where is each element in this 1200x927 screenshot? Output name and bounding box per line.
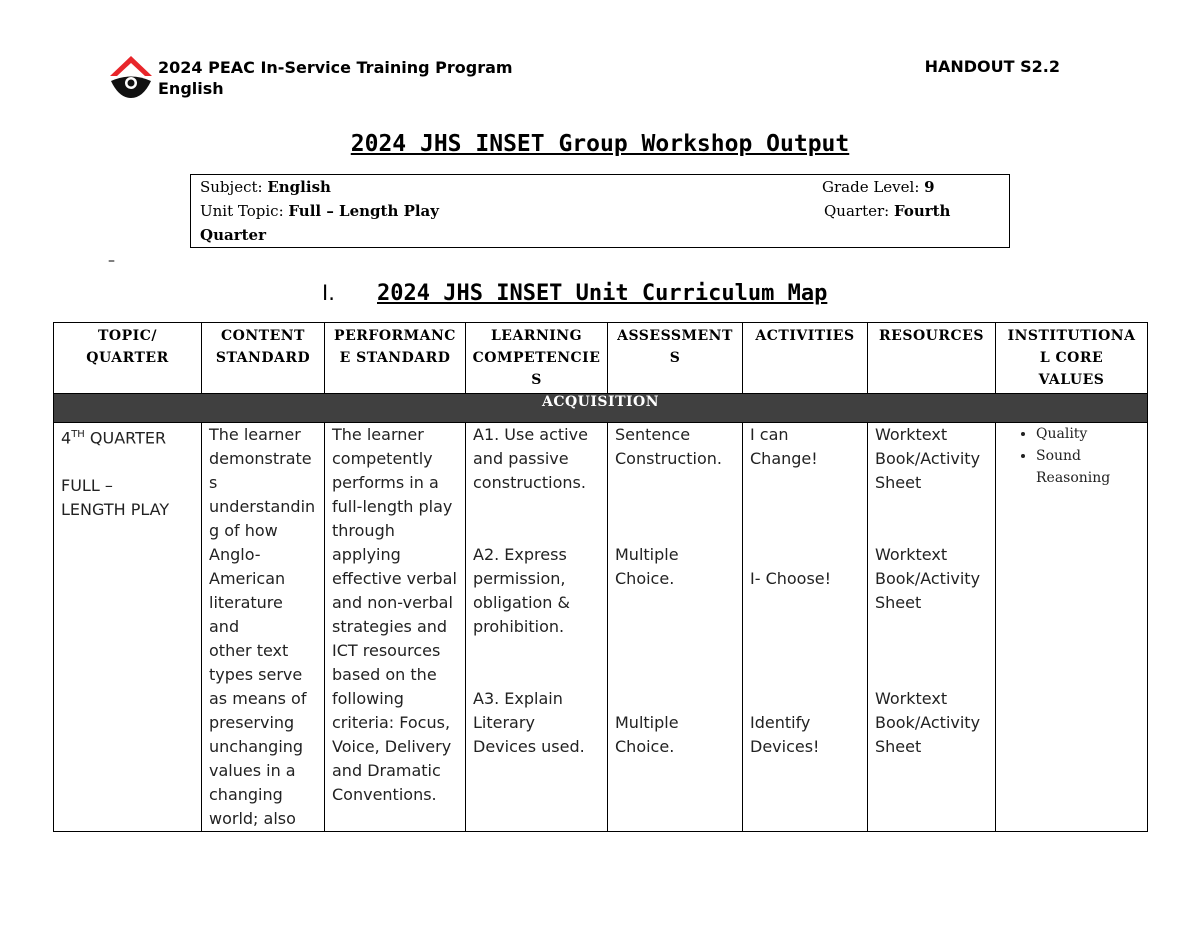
col-learning-competencies: LEARNING COMPETENCIE S [466, 323, 608, 394]
acquisition-row [54, 394, 1148, 423]
unit-line: Unit Topic: Full – Length Play [200, 202, 439, 220]
page-title: 2024 JHS INSET Group Workshop Output [350, 131, 850, 157]
col-topic: TOPIC/ QUARTER [54, 323, 202, 394]
core-values-list [996, 423, 1147, 489]
table-row [54, 423, 1148, 832]
info-box [190, 174, 1010, 248]
peac-logo [108, 54, 154, 100]
quarter-line: Quarter: Fourth [824, 202, 951, 220]
col-activities: ACTIVITIES [743, 323, 868, 394]
assessments-cell: Sentence Construction. Multiple Choice. Multiple Choice. [608, 423, 743, 832]
grade-line: Grade Level: 9 [822, 178, 935, 196]
performance-standard-cell: The learner competently performs in a full-length play through applying effective verbal and non-verbal strategies and ICT resources based on the following criteria: Focus, Voice, Delivery and Dramatic Conventions. [325, 423, 466, 832]
col-content-standard: CONTENT STANDARD [202, 323, 325, 394]
stray-dash: – [108, 253, 115, 269]
section-heading [322, 281, 827, 306]
unit-value: Full – Length Play [288, 202, 439, 220]
activities-cell: I can Change! I- Choose! Identify Devices! [743, 423, 868, 832]
curriculum-map-table [53, 322, 1148, 832]
competencies-cell: A1. Use active and passive constructions. A2. Express permission, obligation & prohibition. A3. Explain Literary Devices used. [466, 423, 608, 832]
header-program [158, 57, 513, 99]
col-assessments: ASSESSMENT S [608, 323, 743, 394]
col-core-values: INSTITUTIONA L CORE VALUES [996, 323, 1148, 394]
unit-cont: Quarter [200, 226, 266, 244]
acquisition-label: ACQUISITION [54, 394, 1148, 423]
grade-value: 9 [924, 178, 935, 196]
section-title: 2024 JHS INSET Unit Curriculum Map [377, 281, 828, 306]
subject-line: Subject: English [200, 178, 331, 196]
header-row [54, 323, 1148, 394]
handout-label: HANDOUT S2.2 [924, 57, 1060, 76]
program-title: 2024 PEAC In-Service Training Program [158, 58, 513, 77]
subject-value: English [267, 178, 331, 196]
resources-cell: Worktext Book/Activity Sheet Worktext Book/Activity Sheet Worktext Book/Activity Sheet [868, 423, 996, 832]
topic-cell: 4TH QUARTER FULL – LENGTH PLAY [54, 423, 202, 832]
section-number: I. [322, 281, 335, 305]
content-standard-cell: The learner demonstrate s understandin g of how Anglo- American literature and other text types serve as means of preserving unchanging values in a changing world; also [202, 423, 325, 832]
core-values-cell [996, 423, 1148, 832]
list-item: • Sound Reasoning [1036, 445, 1147, 489]
program-subject: English [158, 79, 224, 98]
col-resources: RESOURCES [868, 323, 996, 394]
list-item: • Quality [1036, 423, 1147, 445]
col-performance-standard: PERFORMANC E STANDARD [325, 323, 466, 394]
quarter-value: Fourth [893, 202, 951, 220]
